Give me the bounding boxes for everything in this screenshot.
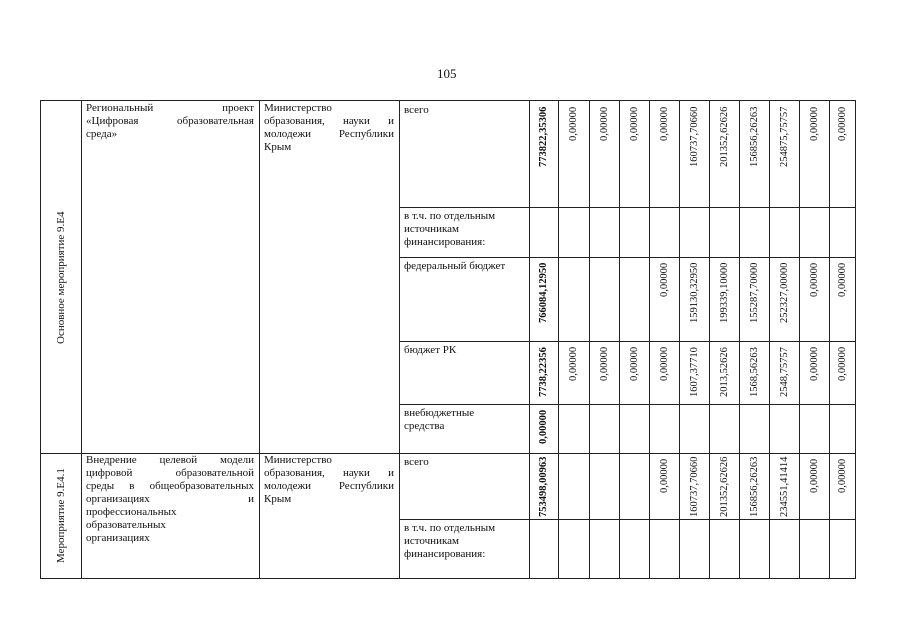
executor-line: Крым <box>264 141 292 153</box>
executor-line: Министерство <box>264 454 332 466</box>
executor <box>264 102 394 154</box>
amount-cell: 0,00000 <box>568 346 579 381</box>
column-divider <box>529 101 530 578</box>
column-divider <box>679 101 680 578</box>
amount-cell: 155287,70000 <box>748 262 760 323</box>
column-divider <box>709 101 710 578</box>
amount-cell: 0,00000 <box>836 458 848 493</box>
page-number: 105 <box>437 66 457 81</box>
amount-cell: 156856,26263 <box>748 106 760 167</box>
executor-line: молодежи Республики <box>264 128 394 140</box>
measure-name-line: образовательных <box>86 519 166 531</box>
measure-name-line: среды в общеобразовательных <box>86 480 254 492</box>
funding-source <box>404 210 526 249</box>
funding-source-line: источникам <box>404 223 459 235</box>
amount-cell: 0,00000 <box>628 346 640 381</box>
amount-cell: 160737,70660 <box>688 106 700 167</box>
executor-line: образования, науки и <box>264 467 394 479</box>
amount-cell: 0,00000 <box>836 262 848 297</box>
row-divider <box>399 404 855 405</box>
funding-source-line: средства <box>404 420 445 432</box>
amount-cell: 156856,26263 <box>748 456 760 517</box>
funding-source <box>404 407 526 433</box>
amount-cell: 753498,00963 <box>538 456 549 517</box>
funding-source-line: всего <box>404 456 429 468</box>
amount-cell: 2013,52626 <box>718 347 730 397</box>
row-divider <box>399 519 855 520</box>
amount-cell: 0,00000 <box>538 409 549 444</box>
amount-cell: 0,00000 <box>658 262 670 297</box>
amount-cell: 0,00000 <box>808 346 820 381</box>
executor-line: молодежи Республики <box>264 480 394 492</box>
funding-source-line: бюджет РК <box>404 344 457 356</box>
amount-cell: 254875,75757 <box>778 106 790 167</box>
measure-name-line: профессиональных <box>86 506 177 518</box>
funding-source-line: внебюджетные <box>404 407 475 419</box>
amount-cell: 160737,70660 <box>688 456 700 517</box>
funding-source-line: в т.ч. по отдельным <box>404 522 496 534</box>
funding-source-line: финансирования: <box>404 236 486 248</box>
funding-source-line: источникам <box>404 535 459 547</box>
executor-line: Министерство <box>264 102 332 114</box>
amount-cell: 0,00000 <box>628 106 640 141</box>
measure-name-line: организациях и <box>86 493 254 505</box>
amount-cell: 1568,56263 <box>748 347 760 397</box>
amount-cell: 201352,62626 <box>718 106 730 167</box>
amount-cell: 0,00000 <box>658 106 670 141</box>
amount-cell: 252327,00000 <box>778 262 790 323</box>
amount-cell: 7738,22356 <box>538 347 549 397</box>
amount-cell: 159130,32950 <box>688 262 700 323</box>
amount-cell: 0,00000 <box>598 106 610 141</box>
amount-cell: 0,00000 <box>568 106 579 141</box>
amount-cell: 0,00000 <box>658 458 670 493</box>
measure-name-line: Внедрение целевой модели <box>86 454 254 466</box>
amount-cell: 0,00000 <box>658 346 670 381</box>
event-label: Мероприятие 9.E4.1 <box>55 468 67 563</box>
row-divider <box>399 207 855 208</box>
amount-cell: 0,00000 <box>836 346 848 381</box>
funding-source <box>404 104 526 117</box>
funding-source-line: финансирования: <box>404 548 486 560</box>
column-divider <box>399 101 400 578</box>
column-divider <box>558 101 559 578</box>
measure-name-line: цифровой образовательной <box>86 467 254 479</box>
amount-cell: 0,00000 <box>808 106 820 141</box>
measure-name <box>86 102 254 141</box>
measure-name-line: «Цифровая образовательная <box>86 115 254 127</box>
event-label: Основное мероприятие 9.E4 <box>55 210 67 344</box>
executor-line: образования, науки и <box>264 115 394 127</box>
row-divider <box>399 257 855 258</box>
amount-cell: 0,00000 <box>598 346 610 381</box>
column-divider <box>619 101 620 578</box>
amount-cell: 199339,10000 <box>718 262 730 323</box>
funding-source <box>404 344 526 357</box>
amount-cell: 0,00000 <box>808 458 820 493</box>
amount-cell: 234551,41414 <box>778 456 790 517</box>
column-divider <box>259 101 260 578</box>
funding-source-line: всего <box>404 104 429 116</box>
column-divider <box>589 101 590 578</box>
column-divider <box>81 101 82 578</box>
column-divider <box>799 101 800 578</box>
amount-cell: 0,00000 <box>836 106 848 141</box>
column-divider <box>769 101 770 578</box>
measure-name-line: организациях <box>86 532 150 544</box>
funding-source-line: в т.ч. по отдельным <box>404 210 496 222</box>
measure-name-line: среда» <box>86 128 118 140</box>
funding-source-line: федеральный бюджет <box>404 260 506 272</box>
column-divider <box>739 101 740 578</box>
amount-cell: 2548,75757 <box>778 347 790 397</box>
funding-source <box>404 260 526 273</box>
row-divider <box>399 341 855 342</box>
column-divider <box>649 101 650 578</box>
funding-source <box>404 456 526 469</box>
executor-line: Крым <box>264 493 292 505</box>
amount-cell: 766084,12950 <box>538 262 549 323</box>
column-divider <box>829 101 830 578</box>
amount-cell: 201352,62626 <box>718 456 730 517</box>
funding-source <box>404 522 526 561</box>
executor <box>264 454 394 506</box>
amount-cell: 773822,35306 <box>538 106 549 167</box>
measure-name <box>86 454 254 545</box>
budget-table <box>40 100 856 579</box>
amount-cell: 1607,37710 <box>688 347 700 397</box>
amount-cell: 0,00000 <box>808 262 820 297</box>
measure-name-line: Региональный проект <box>86 102 254 114</box>
